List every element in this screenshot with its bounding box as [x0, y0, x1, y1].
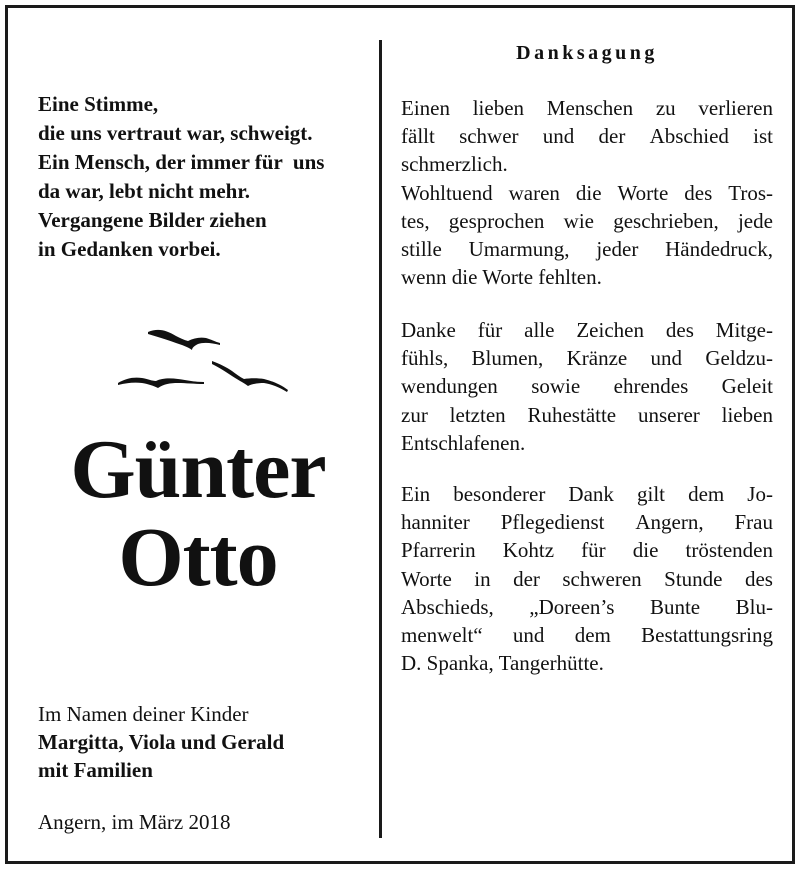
- signoff-names: Margitta, Viola und Gerald: [38, 730, 285, 754]
- word: für: [581, 538, 606, 563]
- text-line: [401, 235, 773, 263]
- poem-line: Ein Mensch, der immer für uns: [38, 150, 325, 174]
- word: Abschieds,: [401, 594, 494, 619]
- word: wendungen: [401, 374, 498, 399]
- word: dem: [688, 482, 725, 506]
- word: in: [474, 566, 491, 591]
- word: fällt: [401, 124, 435, 149]
- poem-line: da war, lebt nicht mehr.: [38, 179, 250, 203]
- word: und: [542, 124, 575, 149]
- word: besonderer: [453, 482, 546, 506]
- word: schwer: [459, 124, 519, 149]
- word: Einen: [401, 96, 450, 120]
- word: stille: [401, 237, 442, 262]
- word: gesprochen: [448, 208, 545, 233]
- word: des: [744, 566, 773, 591]
- word: „Doreen’s: [529, 594, 615, 619]
- word: Händedruck,: [665, 237, 773, 262]
- word: Kohtz: [502, 538, 555, 563]
- text-line: [401, 179, 773, 207]
- word: der: [513, 566, 540, 591]
- text-line: [401, 344, 773, 372]
- word: ehrendes: [613, 374, 689, 399]
- text-line: [401, 621, 773, 649]
- thanks-heading: Danksagung: [516, 42, 658, 64]
- word: dem: [574, 623, 611, 648]
- word: hanniter: [401, 510, 470, 535]
- word: alle: [524, 318, 555, 342]
- text-line: Entschlafenen.: [401, 430, 526, 455]
- word: waren: [508, 180, 560, 205]
- word: Zeichen: [576, 318, 644, 342]
- word: Dank: [568, 482, 614, 506]
- text-line: [401, 94, 773, 122]
- text-line: [401, 372, 773, 400]
- word: die: [575, 180, 602, 205]
- word: jede: [737, 208, 773, 233]
- word: Angern,: [635, 510, 704, 535]
- word: Pfarrerin: [401, 538, 476, 563]
- word: letzten: [449, 402, 506, 427]
- word: fühls,: [401, 346, 449, 371]
- word: für: [477, 318, 503, 342]
- word: Tros-: [728, 180, 773, 205]
- word: tes,: [401, 208, 430, 233]
- word: Jo-: [747, 482, 773, 506]
- word: Mitge-: [715, 318, 773, 342]
- text-line: [401, 593, 773, 621]
- deceased-first-name: Günter: [70, 423, 326, 516]
- poem-line: in Gedanken vorbei.: [38, 237, 221, 261]
- word: tröstenden: [685, 538, 773, 563]
- word: zur: [401, 402, 428, 427]
- text-line: [401, 480, 773, 508]
- text-line: [401, 508, 773, 536]
- text-line: [401, 207, 773, 235]
- word: Bestattungsring: [641, 623, 773, 648]
- place-date: Angern, im März 2018: [38, 810, 231, 834]
- poem-line: Vergangene Bilder ziehen: [38, 208, 267, 232]
- word: Ruhestätte: [527, 402, 617, 427]
- word: die: [632, 538, 659, 563]
- word: Worte: [401, 566, 452, 591]
- word: Geleit: [721, 374, 773, 399]
- word: und: [650, 346, 683, 371]
- word: ist: [753, 124, 773, 149]
- word: sowie: [531, 374, 581, 399]
- signoff-intro: Im Namen deiner Kinder: [38, 702, 249, 726]
- obituary-notice: [5, 5, 795, 864]
- word: Ein: [401, 482, 431, 506]
- text-line: [401, 122, 773, 150]
- poem-line: Eine Stimme,: [38, 92, 159, 116]
- column-divider: [379, 40, 382, 838]
- word: Geldzu-: [705, 346, 773, 371]
- word: Danke: [401, 318, 456, 342]
- word: lieben: [472, 96, 525, 120]
- poem-line: die uns vertraut war, schweigt.: [38, 121, 313, 145]
- word: Pflegedienst: [500, 510, 605, 535]
- word: lieben: [721, 402, 773, 427]
- word: menwelt“: [401, 623, 483, 648]
- word: Kränze: [566, 346, 628, 371]
- signoff-block: [38, 700, 368, 784]
- word: Frau: [734, 510, 773, 535]
- word: Bunte: [649, 594, 701, 619]
- word: des: [665, 318, 694, 342]
- word: Abschied: [649, 124, 729, 149]
- word: Stunde: [664, 566, 723, 591]
- word: geschrieben,: [613, 208, 719, 233]
- thanks-paragraph-1: [401, 94, 773, 291]
- word: und: [512, 623, 545, 648]
- flying-birds-icon: [108, 320, 298, 400]
- signoff-families: mit Familien: [38, 758, 153, 782]
- thanks-paragraph-3: [401, 480, 773, 677]
- word: jeder: [596, 237, 639, 262]
- word: des: [684, 180, 713, 205]
- text-line: [401, 565, 773, 593]
- word: Menschen: [546, 96, 634, 120]
- text-line: schmerzlich.: [401, 152, 508, 177]
- word: zu: [655, 96, 676, 120]
- word: der: [598, 124, 626, 149]
- text-line: D. Spanka, Tangerhütte.: [401, 651, 604, 676]
- word: verlieren: [698, 96, 773, 120]
- text-line: wenn die Worte fehlten.: [401, 265, 602, 290]
- word: wie: [563, 208, 594, 233]
- word: Blumen,: [471, 346, 544, 371]
- word: Worte: [617, 180, 669, 205]
- text-line: [401, 401, 773, 429]
- text-line: [401, 536, 773, 564]
- text-line: [401, 316, 773, 344]
- thanks-paragraph-2: [401, 316, 773, 457]
- memorial-poem: [38, 90, 368, 264]
- word: schweren: [562, 566, 642, 591]
- word: unserer: [637, 402, 700, 427]
- word: Umarmung,: [468, 237, 570, 262]
- word: gilt: [636, 482, 665, 506]
- deceased-last-name: Otto: [118, 511, 278, 604]
- word: Wohltuend: [401, 180, 493, 205]
- word: Blu-: [735, 594, 773, 619]
